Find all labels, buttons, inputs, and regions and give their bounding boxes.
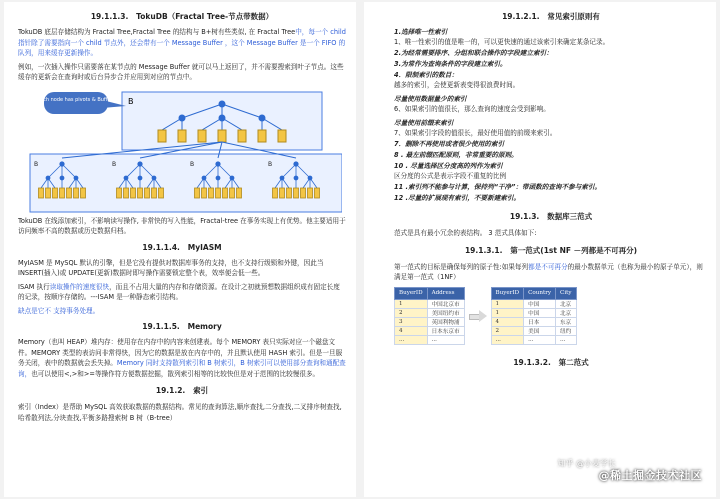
principle-item: 12 .尽量的扩展现有索引，不要新建索引。: [394, 194, 521, 202]
buffer-box: [53, 188, 58, 198]
table-header-cell: Address: [427, 287, 464, 299]
table-cell: 美国纽约市: [427, 308, 464, 317]
leaf-label: B: [268, 160, 273, 168]
buffer-box: [278, 130, 286, 142]
watermark: @稀土掘金技术社区: [598, 469, 702, 482]
heading-1nf: 19.1.3.1. 第一范式(1st NF －列都是不可再分): [464, 245, 638, 255]
buffer-box: [209, 188, 214, 198]
principle-item: 尽量使用前缀来索引: [394, 119, 454, 127]
para-tokudb-intro: [18, 27, 346, 59]
callout-text: Each node has pivots & Buffers: [36, 96, 116, 103]
buffer-box: [223, 188, 228, 198]
table-cell: 4: [395, 327, 428, 336]
heading-index: 19.1.2. 索引: [155, 386, 209, 395]
table-cell: ...: [427, 336, 464, 345]
principles-list: [394, 27, 708, 203]
buffer-box: [124, 188, 129, 198]
buffer-box: [117, 188, 122, 198]
principle-item: 区分度的公式是表示字段不重复的比例: [394, 172, 507, 180]
table-cell: ...: [556, 336, 576, 345]
table-cell: 1: [395, 299, 428, 308]
buffer-box: [301, 188, 306, 198]
para-memory-highlight: Memory 同时支持散列索引和 B 树索引，B 树索引可以使用部分查询和通配查询，: [18, 359, 346, 378]
para-isam-drawback: 缺点是它不 支持事务处理。: [18, 306, 100, 315]
table-header-cell: BuyerID: [491, 287, 524, 299]
nf-tables: [394, 287, 708, 346]
table-row: [395, 327, 465, 336]
principle-item: 越多的索引，会使更新表变得很浪费时间。: [394, 81, 520, 89]
buffer-box: [81, 188, 86, 198]
arrow-right-icon: [469, 310, 487, 322]
table-cell: 北京: [556, 308, 576, 317]
principle-item: 6、如果索引的值很长，那么查询的速度会受到影响。: [394, 105, 550, 113]
table-cell: 美国: [524, 327, 556, 336]
right-page: [364, 2, 716, 497]
para-1nf: [394, 262, 708, 283]
table-cell: 1: [491, 299, 524, 308]
table-cell: ...: [491, 336, 524, 345]
root-node-label: B: [128, 96, 134, 106]
buffer-box: [238, 130, 246, 142]
buffer-box: [202, 188, 207, 198]
table-row: [395, 308, 465, 317]
callout-bubble: [37, 92, 126, 114]
table-cell: ...: [395, 336, 428, 345]
para-isam: [18, 282, 346, 303]
table-row: [395, 299, 465, 308]
heading-tokudb: 19.1.1.3. TokuDB（Fractal Tree-节点带数据）: [90, 12, 274, 21]
para-isam-a: ISAM 执行: [18, 282, 50, 291]
table-row: [395, 336, 465, 345]
buffer-box: [273, 188, 278, 198]
para-index: 索引（Index）是帮助 MySQL 高效获取数据的数据结构。常见的查询算法,顺序查找,二分查找,二叉排序树查找,哈希散列法,分块查找,平衡多路搜索树 B 树（B-tree）: [18, 403, 342, 422]
buffer-box: [280, 188, 285, 198]
para-normal-forms: 范式是具有最小冗余的表结构。 3 范式具体如下:: [394, 229, 537, 237]
table-row: [395, 317, 465, 326]
table-cell: 3: [395, 317, 428, 326]
table-cell: 中国北京市: [427, 299, 464, 308]
buffer-box: [145, 188, 150, 198]
buffer-box: [138, 188, 143, 198]
para-memory-b: 也可以使用<,>和>=等操作符方便数据挖掘，散列索引相等的比较快但是对于范围的比较慢很多。: [31, 369, 320, 378]
principle-item: 7．删除不再使用或者很少使用的索引: [394, 140, 505, 148]
para-tokudb-online-a: TokuDB 在线添加索引，不影响读写操作, 非常快的写入性能，: [18, 216, 201, 225]
buffer-box: [131, 188, 136, 198]
table-row: [491, 336, 576, 345]
table-cell: 中国: [524, 299, 556, 308]
buffer-box: [39, 188, 44, 198]
para-1nf-highlight: 都是不可再分: [528, 262, 568, 271]
fractal-tree-diagram: [22, 86, 342, 214]
table-row: [491, 308, 576, 317]
table-address-after: [491, 287, 577, 346]
buffer-box: [46, 188, 51, 198]
buffer-box: [258, 130, 266, 142]
para-memory: [18, 337, 346, 379]
heading-memory: 19.1.1.5. Memory: [142, 322, 222, 331]
table-cell: ...: [524, 336, 556, 345]
principle-item: 2.为经常需要排序、分组和联合操作的字段建立索引：: [394, 49, 553, 57]
table-cell: 4: [491, 317, 524, 326]
buffer-box: [60, 188, 65, 198]
table-header-cell: Country: [524, 287, 556, 299]
para-tokudb-insert: 例如，一次插入操作只需要落在某节点的 Message Buffer 就可以马上返回了，并不需要搜索到叶子节点。这些缓存的更新会在查询时或后台异步合并应用到对应的节点中。: [18, 62, 344, 81]
table-cell: 日本东京市: [427, 327, 464, 336]
leaf-label: B: [34, 160, 39, 168]
table-row: [491, 327, 576, 336]
principle-item: 尽量使用数据量少的索引: [394, 95, 467, 103]
leaf-label: B: [190, 160, 195, 168]
para-isam-b: ，而且不占用大量的内存和存储资源。在设计之初就预想数据组织成有固定长度的记录，按顺序存储的。---ISAM 是一种静态索引结构。: [18, 282, 340, 301]
buffer-box: [287, 188, 292, 198]
principle-item: 1.选择唯一性索引: [394, 28, 448, 36]
table-cell: 2: [491, 327, 524, 336]
buffer-box: [74, 188, 79, 198]
buffer-box: [159, 188, 164, 198]
heading-2nf: 19.1.3.2. 第二范式: [513, 358, 589, 368]
buffer-box: [315, 188, 320, 198]
buffer-box: [178, 130, 186, 142]
principle-item: 3.为常作为查询条件的字段建立索引。: [394, 60, 507, 68]
buffer-box: [216, 188, 221, 198]
buffer-box: [198, 130, 206, 142]
principle-item: 8 . 最左前缀匹配原则，非常重要的原则。: [394, 151, 518, 159]
table-header-cell: BuyerID: [395, 287, 428, 299]
para-1nf-b: 的最小数据单元（也称为最小的原子单元），则满足第一范式（1NF）: [394, 262, 703, 281]
buffer-box: [67, 188, 72, 198]
watermark-zhihu: 知乎 @小麦学长: [557, 459, 616, 468]
left-page: [4, 2, 356, 497]
buffer-box: [308, 188, 313, 198]
para-tokudb-online-b: Fractal-tree 在事务实现上有优势。他主要适用于访问频率不高的数据或历史数据归档。: [18, 216, 346, 235]
table-cell: 英国利物浦: [427, 317, 464, 326]
para-myisam: MyIASM 是 MySQL 默认的引擎，但是它没有提供对数据库事务的支持，也不支持行级锁和外键，因此当 INSERT(插入)或 UPDATE(更新)数据时即写操作需要锁定整个表，效率便会低一些。: [18, 258, 324, 277]
table-cell: 纽约: [556, 327, 576, 336]
buffer-box: [294, 188, 299, 198]
principle-item: 1、唯一性索引的值是唯一的，可以更快速的通过该索引来确定某条记录。: [394, 38, 610, 46]
para-tokudb-intro-highlight: 中，每一个 child 指针除了需要指向一个 child 节点外，还会带有一个 Message Buffer ，这个 Message Buffer 是一个 FIFO 的队列，用来缓存更新操作。: [18, 28, 346, 57]
leaf-label: B: [112, 160, 117, 168]
table-cell: 2: [395, 308, 428, 317]
table-row: [491, 317, 576, 326]
heading-myisam: 19.1.1.4. MyIASM: [142, 242, 222, 252]
principle-item: 4．限制索引的数目：: [394, 71, 458, 79]
para-tokudb-online: [18, 216, 346, 237]
table-cell: 东京: [556, 317, 576, 326]
para-isam-highlight: 读取操作的速度很快: [49, 282, 110, 291]
para-memory-a: Memory（也叫 HEAP）堆内存：使用存在内存中的内容来创建表。每个 MEMORY 表只实际对应一个磁盘文件。MEMORY 类型的表访问非常得快，因为它的数据是放在内存中的，并且默认使用 HASH 索引。但是一旦服务关闭，表中的数据就会丢失掉。: [18, 338, 343, 367]
buffer-box: [152, 188, 157, 198]
buffer-box: [158, 130, 166, 142]
para-1nf-a: 第一范式的目标是确保每列的原子性:如果每列: [394, 262, 529, 271]
table-address-before: [394, 287, 465, 346]
buffer-box: [230, 188, 235, 198]
table-cell: 北京: [556, 299, 576, 308]
table-cell: 日本: [524, 317, 556, 326]
para-tokudb-intro-plain: TokuDB 底层存储结构为 Fractal Tree,Fractal Tree 的结构与 B+树有些类似, 在 Fractal Tree: [18, 28, 296, 36]
principle-item: 11 .索引列不能参与计算，保持列“干净”：带函数的查询不参与索引。: [394, 183, 602, 191]
table-row: [491, 299, 576, 308]
table-cell: 中国: [524, 308, 556, 317]
principle-item: 10 . 尽量选择区分度高的列作为索引: [394, 162, 503, 170]
principle-item: 7、如果索引字段的值很长，最好使用值的前缀来索引。: [394, 129, 557, 137]
heading-index-principles: 19.1.2.1. 常见索引原则有: [502, 12, 600, 21]
table-header-cell: City: [556, 287, 576, 299]
heading-normal-forms: 19.1.3. 数据库三范式: [509, 212, 593, 221]
buffer-box: [218, 130, 226, 142]
buffer-box: [195, 188, 200, 198]
table-cell: 1: [491, 308, 524, 317]
buffer-box: [237, 188, 242, 198]
